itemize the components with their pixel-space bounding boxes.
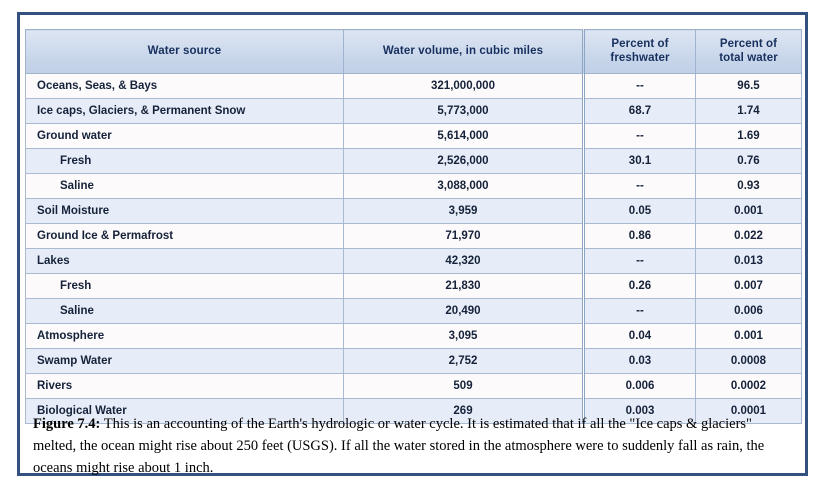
- water-distribution-table: [25, 29, 802, 424]
- table-row: [26, 99, 802, 124]
- table-row: [26, 124, 802, 149]
- cell-water-volume: 3,095: [344, 324, 584, 349]
- cell-water-source: Ground water: [26, 124, 344, 149]
- column-header-water-source: Water source: [26, 30, 344, 74]
- cell-percent-freshwater: 0.86: [584, 224, 696, 249]
- table-row: [26, 324, 802, 349]
- cell-percent-total-water: 0.022: [696, 224, 802, 249]
- column-header-percent-total-water-line2: total water: [719, 52, 778, 65]
- cell-water-source: Soil Moisture: [26, 199, 344, 224]
- cell-water-volume: 321,000,000: [344, 74, 584, 99]
- cell-percent-freshwater: --: [584, 299, 696, 324]
- figure-caption: [33, 413, 793, 479]
- table-row: [26, 149, 802, 174]
- cell-percent-freshwater: 68.7: [584, 99, 696, 124]
- cell-water-volume: 5,773,000: [344, 99, 584, 124]
- cell-percent-total-water: 0.76: [696, 149, 802, 174]
- cell-water-volume: 71,970: [344, 224, 584, 249]
- cell-water-volume: 20,490: [344, 299, 584, 324]
- cell-percent-freshwater: 0.03: [584, 349, 696, 374]
- table-row: [26, 74, 802, 99]
- cell-percent-total-water: 0.0008: [696, 349, 802, 374]
- cell-percent-total-water: 0.006: [696, 299, 802, 324]
- table-row: [26, 199, 802, 224]
- cell-water-source: Ground Ice & Permafrost: [26, 224, 344, 249]
- column-header-percent-freshwater: [584, 30, 696, 74]
- table-header: [26, 30, 802, 74]
- table-row: [26, 274, 802, 299]
- cell-percent-total-water: 0.013: [696, 249, 802, 274]
- cell-water-source: Saline: [26, 174, 344, 199]
- column-header-percent-total-water: [696, 30, 802, 74]
- water-distribution-table-container: [25, 29, 801, 424]
- cell-water-volume: 2,526,000: [344, 149, 584, 174]
- cell-percent-total-water: 0.0002: [696, 374, 802, 399]
- cell-percent-freshwater: 30.1: [584, 149, 696, 174]
- column-header-water-volume: Water volume, in cubic miles: [344, 30, 584, 74]
- table-header-row: [26, 30, 802, 74]
- table-row: [26, 174, 802, 199]
- cell-water-source: Biological Water: [26, 399, 344, 424]
- cell-water-source: Rivers: [26, 374, 344, 399]
- cell-water-volume: 509: [344, 374, 584, 399]
- cell-water-source: Saline: [26, 299, 344, 324]
- figure-caption-text: This is an accounting of the Earth's hydrologic or water cycle. It is estimated that if all the "Ice caps & glaciers" melted, the ocean might rise about 250 feet (USGS). If all the water stored in the atmosphere were to suddenly fall as rain, the oceans might rise about 1 inch.: [33, 416, 765, 477]
- table-row: [26, 349, 802, 374]
- cell-percent-freshwater: 0.003: [584, 399, 696, 424]
- cell-percent-total-water: 0.93: [696, 174, 802, 199]
- cell-percent-freshwater: --: [584, 249, 696, 274]
- cell-percent-freshwater: 0.04: [584, 324, 696, 349]
- cell-percent-total-water: 0.007: [696, 274, 802, 299]
- table-row: [26, 249, 802, 274]
- cell-percent-total-water: 0.001: [696, 199, 802, 224]
- cell-water-source: Lakes: [26, 249, 344, 274]
- cell-water-volume: 5,614,000: [344, 124, 584, 149]
- cell-water-source: Ice caps, Glaciers, & Permanent Snow: [26, 99, 344, 124]
- cell-percent-freshwater: --: [584, 174, 696, 199]
- column-header-percent-freshwater-line1: Percent of: [611, 38, 669, 50]
- table-row: [26, 299, 802, 324]
- cell-percent-freshwater: --: [584, 74, 696, 99]
- cell-percent-freshwater: --: [584, 124, 696, 149]
- cell-percent-total-water: 0.0001: [696, 399, 802, 424]
- cell-percent-total-water: 96.5: [696, 74, 802, 99]
- cell-water-source: Oceans, Seas, & Bays: [26, 74, 344, 99]
- cell-percent-freshwater: 0.006: [584, 374, 696, 399]
- cell-water-volume: 2,752: [344, 349, 584, 374]
- cell-water-volume: 21,830: [344, 274, 584, 299]
- cell-water-volume: 269: [344, 399, 584, 424]
- cell-percent-total-water: 0.001: [696, 324, 802, 349]
- table-body: [26, 74, 802, 424]
- table-row: [26, 374, 802, 399]
- cell-water-source: Fresh: [26, 274, 344, 299]
- cell-percent-freshwater: 0.26: [584, 274, 696, 299]
- cell-percent-total-water: 1.74: [696, 99, 802, 124]
- column-header-percent-total-water-line1: Percent of: [719, 38, 778, 50]
- cell-water-volume: 3,088,000: [344, 174, 584, 199]
- cell-percent-freshwater: 0.05: [584, 199, 696, 224]
- figure-caption-label: Figure 7.4:: [33, 416, 101, 432]
- column-header-percent-freshwater-line2: freshwater: [610, 52, 670, 65]
- figure-frame: [17, 12, 808, 476]
- cell-water-source: Fresh: [26, 149, 344, 174]
- cell-water-volume: 3,959: [344, 199, 584, 224]
- cell-water-volume: 42,320: [344, 249, 584, 274]
- cell-percent-total-water: 1.69: [696, 124, 802, 149]
- table-row: [26, 224, 802, 249]
- cell-water-source: Swamp Water: [26, 349, 344, 374]
- cell-water-source: Atmosphere: [26, 324, 344, 349]
